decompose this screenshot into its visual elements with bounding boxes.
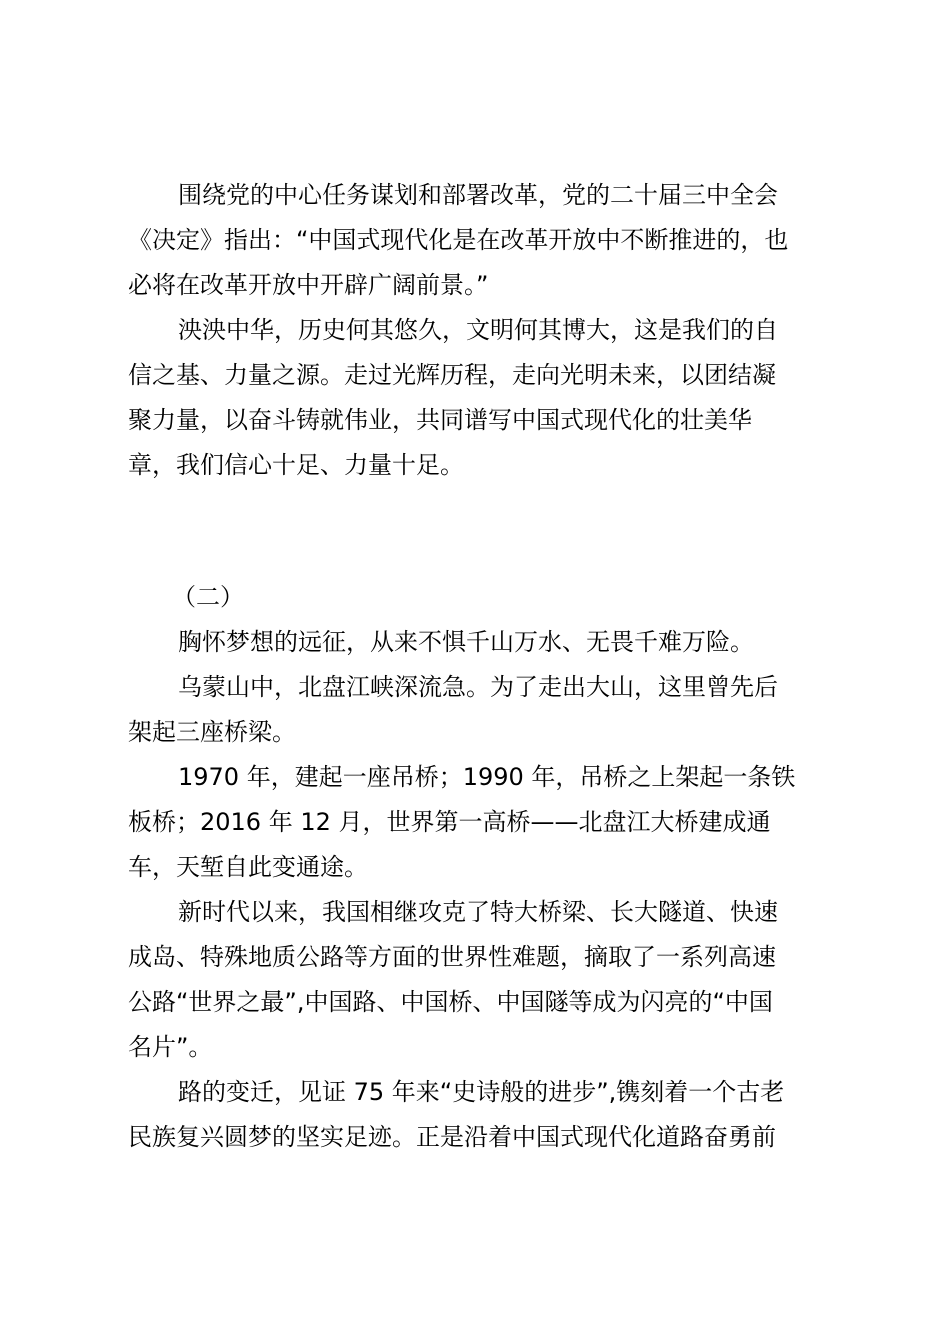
text-line: 成岛、特殊地质公路等方面的世界性难题，摘取了一系列高速	[128, 943, 776, 971]
text-line: 聚力量，以奋斗铸就伟业，共同谱写中国式现代化的壮美华	[128, 406, 752, 434]
section-heading: （二）	[172, 583, 244, 611]
text-line: 章，我们信心十足、力量十足。	[128, 451, 464, 479]
text-line: 1970 年，建起一座吊桥；1990 年，吊桥之上架起一条铁	[178, 763, 796, 791]
text-line: 必将在改革开放中开辟广阔前景。”	[128, 271, 489, 299]
text-line: 新时代以来，我国相继攻克了特大桥梁、长大隧道、快速	[178, 898, 778, 926]
text-line: 《决定》指出：“中国式现代化是在改革开放中不断推进的，也	[128, 226, 789, 254]
text-line: 泱泱中华，历史何其悠久，文明何其博大，这是我们的自	[178, 316, 778, 344]
text-line: 乌蒙山中，北盘江峡深流急。为了走出大山，这里曾先后	[178, 673, 778, 701]
text-line: 车，天堑自此变通途。	[128, 853, 368, 881]
text-line: 板桥；2016 年 12 月，世界第一高桥——北盘江大桥建成通	[128, 808, 771, 836]
text-line: 公路“世界之最”,中国路、中国桥、中国隧等成为闪亮的“中国	[128, 988, 773, 1016]
text-line: 名片”。	[128, 1033, 213, 1061]
text-line: 民族复兴圆梦的坚实足迹。正是沿着中国式现代化道路奋勇前	[128, 1123, 776, 1151]
text-line: 架起三座桥梁。	[128, 718, 296, 746]
text-line: 胸怀梦想的远征，从来不惧千山万水、无畏千难万险。	[178, 628, 754, 656]
text-line: 信之基、力量之源。走过光辉历程，走向光明未来，以团结凝	[128, 361, 776, 389]
text-line: 围绕党的中心任务谋划和部署改革，党的二十届三中全会	[178, 181, 778, 209]
text-line: 路的变迁，见证 75 年来“史诗般的进步”,镌刻着一个古老	[178, 1078, 785, 1106]
